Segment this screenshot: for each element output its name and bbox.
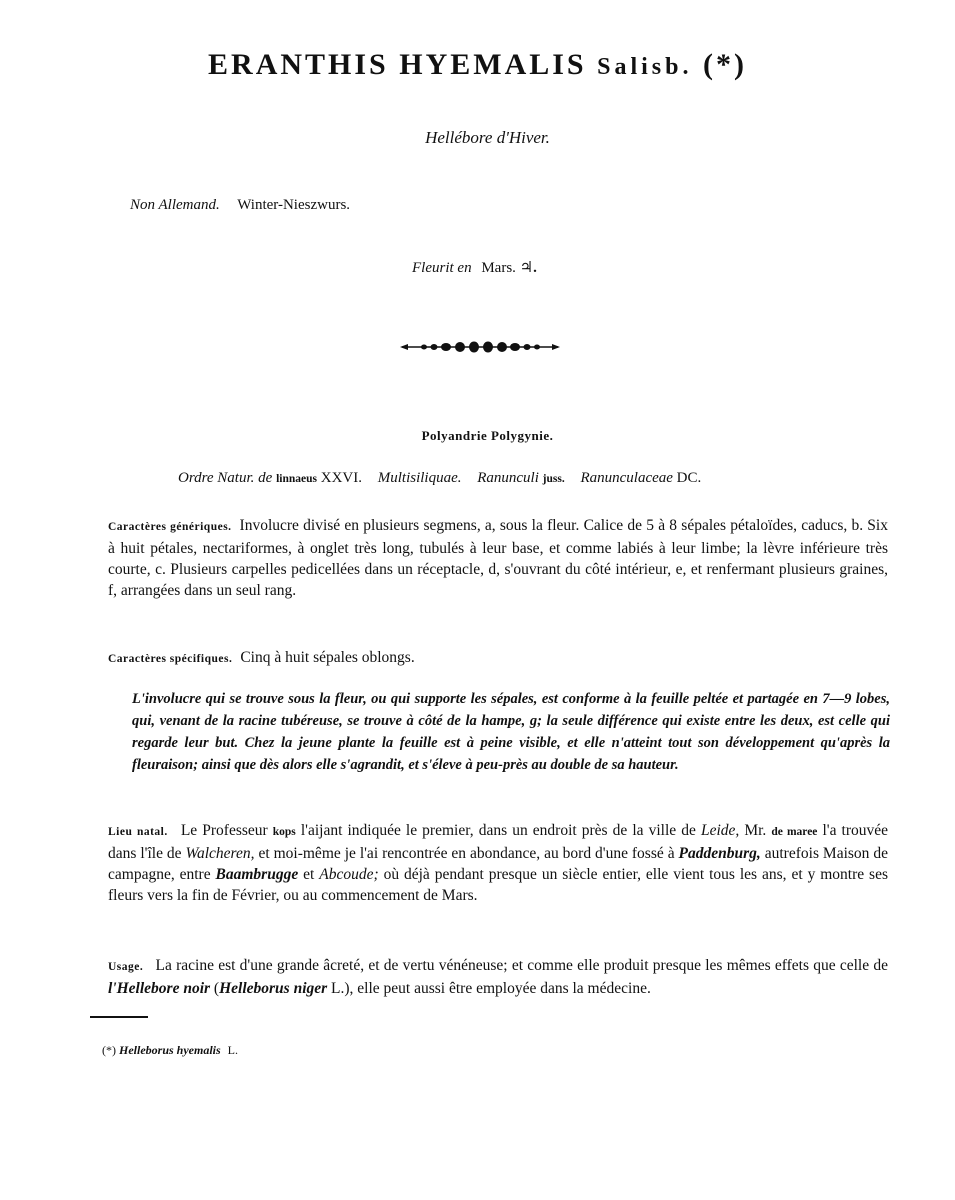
- order-number: XXVI.: [320, 470, 362, 486]
- flowering-line: [412, 258, 537, 277]
- flowering-month: Mars.: [481, 260, 516, 276]
- place-baambrugge: Baambrugge: [215, 866, 299, 883]
- footnote-author: L.: [227, 1043, 239, 1057]
- locality-text: autrefois Maison de campagne, entre: [108, 845, 889, 883]
- perennial-symbol: ♃.: [519, 260, 537, 276]
- usage-hellebore: l'Hellebore noir: [108, 980, 211, 997]
- page-title: [0, 48, 955, 82]
- locality-text: et moi-même je l'ai rencontrée en abondance, au bord d'une fossé à: [258, 845, 675, 862]
- generic-characters: [108, 515, 888, 601]
- place-abcoude: Abcoude;: [319, 866, 379, 883]
- specific-label: Caractères spécifiques.: [108, 653, 233, 665]
- order-jussieu: juss.: [542, 473, 565, 485]
- footnote: [102, 1043, 238, 1058]
- locality-text: Le Professeur: [180, 822, 268, 839]
- place-leide: Leide,: [700, 822, 740, 839]
- order-linnaeus: linnaeus: [276, 473, 317, 485]
- title-author: Salisb.: [597, 54, 693, 80]
- footnote-species: Helleborus hyemalis: [119, 1043, 221, 1057]
- place-walcheren: Walcheren,: [185, 845, 255, 862]
- observation-paragraph: L'involucre qui se trouve sous la fleur, ou qui supporte les sépales, est conforme à la feuille peltée et partagée en 7—9 lobes, qui, venant de la racine tubéreuse, se trouve à côté de la hampe, g; la seule différence qui existe entre les deux, est celle qui regarde leur but. Chez la jeune plante la feuille est à peine visible, et elle n'atteint tout son développement qu'après la fleuraison; ainsi que dès alors elle s'agrandit, et s'éleve à peu-près au double de sa hauteur.: [132, 691, 890, 773]
- name-de-maree: de maree: [771, 826, 818, 838]
- title-footnote-mark: (*): [702, 48, 747, 81]
- usage-text: La racine est d'une grande âcreté, et de vertu vénéneuse; et comme elle produit presque les mêmes effets que celle de: [155, 957, 888, 974]
- linnaean-class: Polyandrie Polygynie.: [421, 428, 554, 443]
- german-name-label: Non Allemand.: [130, 197, 220, 213]
- footnote-rule: [90, 1016, 148, 1018]
- order-ranunculi: Ranunculi: [477, 470, 539, 486]
- common-name: Hellébore d'Hiver.: [425, 128, 550, 147]
- order-ranunculaceae: Ranunculaceae: [580, 470, 673, 486]
- name-kops: kops: [272, 826, 296, 838]
- locality-text: où déjà pendant presque un siècle entier, elle vient tous les ans, et y montre ses fleurs vers la fin de Février, ou au commencement de Mars.: [108, 866, 889, 904]
- locality-text: l'a trouvée dans l'île de: [108, 822, 889, 862]
- generic-text: Involucre divisé en plusieurs segmens, a, sous la fleur. Calice de 5 à 8 sépales pétaloïdes, caducs, b. Six à huit pétales, nectariformes, à onglet très long, tubulés à leur base, et comme labiés à leur limbe; la lèvre inférieure très courte, c. Plusieurs carpelles pedicellées dans un réceptacle, d, s'ouvrant du côté intérieur, e, et renfermant plusieurs graines, f, arrangées dans un seul rang.: [108, 517, 888, 599]
- specific-text: Cinq à huit sépales oblongs.: [240, 649, 415, 666]
- german-name-line: [130, 197, 350, 214]
- usage-paragraph: [108, 955, 888, 999]
- locality-text: Mr.: [744, 822, 767, 839]
- german-name-value: Winter-Nieszwurs.: [237, 197, 351, 213]
- native-locality: [108, 820, 888, 906]
- generic-label: Caractères génériques.: [108, 521, 232, 533]
- usage-text: L.), elle peut aussi être employée dans la médecine.: [331, 980, 651, 997]
- natural-order-line: [178, 470, 701, 487]
- place-paddenburg: Paddenburg,: [678, 845, 761, 862]
- locality-label: Lieu natal.: [108, 826, 168, 838]
- locality-text: l'aijant indiquée le premier, dans un endroit près de la ville de: [300, 822, 696, 839]
- specific-characters: [108, 647, 888, 670]
- usage-label: Usage.: [108, 961, 144, 973]
- title-main: ERANTHIS HYEMALIS: [208, 48, 587, 81]
- locality-text: et: [303, 866, 315, 883]
- order-dc: DC.: [676, 470, 702, 486]
- footnote-mark: (*): [102, 1043, 116, 1057]
- order-prefix: Ordre Natur. de: [178, 470, 273, 486]
- order-multisiliquae: Multisiliquae.: [377, 470, 462, 486]
- flowering-text: Fleurit en: [412, 260, 472, 276]
- usage-latin-name: Helleborus niger: [219, 980, 328, 997]
- ornament-divider: [400, 340, 560, 354]
- usage-text: (: [213, 980, 220, 997]
